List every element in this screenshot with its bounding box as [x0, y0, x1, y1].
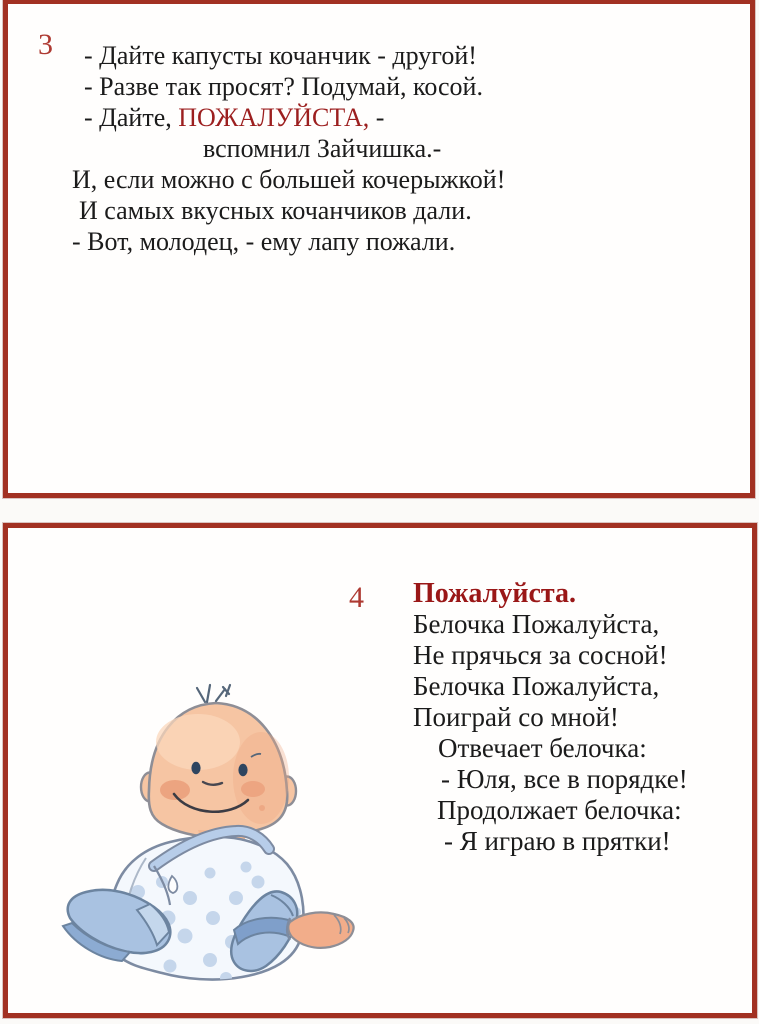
poem-line: Продолжает белочка:: [437, 795, 682, 825]
baby-cheek-right: [241, 781, 265, 797]
poem-line: И самых вкусных кочанчиков дали.: [79, 196, 472, 225]
baby-hair: [197, 685, 230, 702]
card-4-number: 4: [349, 581, 364, 614]
poem-line: - Разве так просят? Подумай, косой.: [84, 72, 483, 101]
poem-line: - Юля, все в порядке!: [441, 764, 688, 794]
poem-line: - Я играю в прятки!: [444, 826, 671, 856]
baby-eye-right: [238, 764, 247, 776]
poem-line: Белочка Пожалуйста,: [413, 609, 660, 639]
highlighted-word: ПОЖАЛУЙСТА,: [178, 103, 370, 132]
poem-line: Поиграй со мной!: [413, 702, 619, 732]
card-3-number: 3: [38, 28, 53, 61]
poem-line: Не прячься за сосной!: [413, 640, 668, 670]
poem-line: [84, 102, 692, 133]
poem-line: И, если можно с большей кочерыжкой!: [72, 165, 506, 194]
poem-line: Белочка Пожалуйста,: [413, 671, 660, 701]
baby-illustration: [50, 660, 380, 1005]
baby-head: [149, 703, 289, 837]
card-4: [3, 523, 757, 1018]
card-3: [3, 0, 755, 498]
poem-4: [413, 578, 743, 857]
poem-3: [72, 40, 692, 257]
poem-line: - Вот, молодец, - ему лапу пожали.: [72, 227, 456, 256]
poem-title: Пожалуйста.: [413, 578, 576, 609]
line-text: - Дайте,: [84, 103, 179, 132]
poem-line: Отвечает белочка:: [438, 733, 647, 763]
poem-line: - Дайте капусты кочанчик - другой!: [84, 41, 477, 70]
baby-eye-left: [191, 762, 200, 774]
poem-line: вспомнил Зайчишка.-: [203, 134, 442, 163]
line-text: -: [369, 103, 385, 132]
